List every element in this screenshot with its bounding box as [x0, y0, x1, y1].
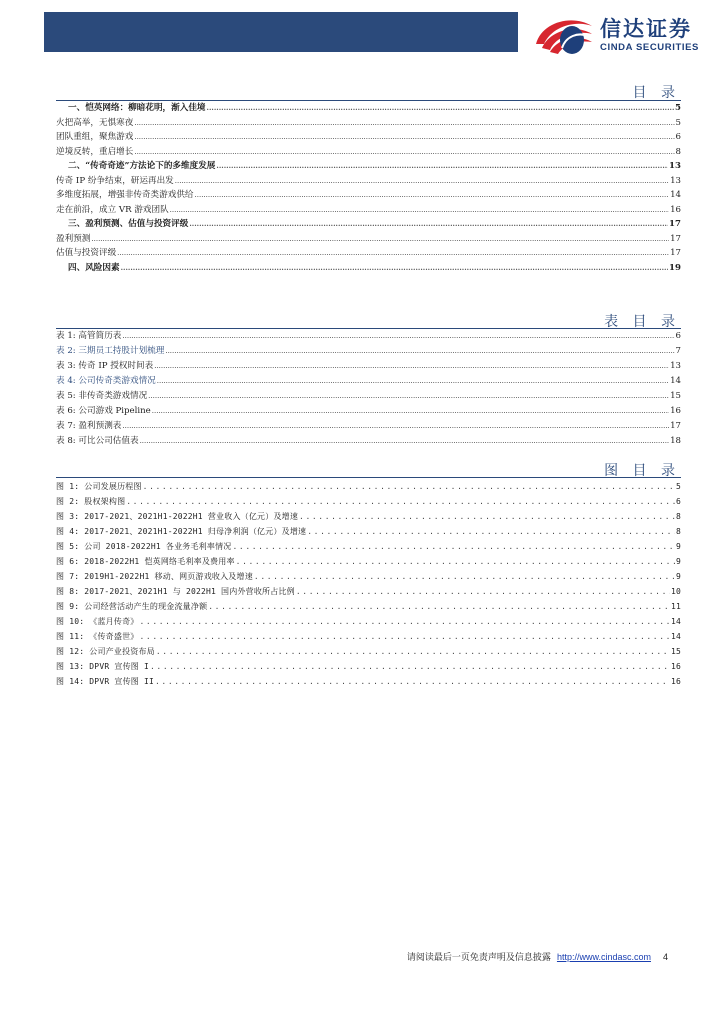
dot-leader	[232, 539, 674, 554]
table-entry-label: 表 5: 非传奇类游戏情况	[56, 391, 148, 401]
toc-entry[interactable]	[56, 217, 681, 232]
cinda-logo	[600, 18, 699, 53]
figure-list-rule	[56, 477, 681, 478]
table-entry-page: 16	[670, 406, 681, 416]
page-number: 4	[662, 951, 668, 962]
table-entry-label: 表 3: 传奇 IP 授权时间表	[56, 361, 154, 371]
toc-entry[interactable]	[56, 116, 681, 131]
toc-entry[interactable]	[56, 232, 681, 247]
dot-leader	[155, 674, 670, 689]
dot-leader	[117, 246, 669, 261]
toc-entry[interactable]	[56, 130, 681, 145]
figure-entry-page: 5	[675, 482, 681, 491]
toc-entry[interactable]	[56, 101, 681, 116]
dot-leader	[175, 174, 669, 189]
toc-entry-label: 火把高举，无惧寒夜	[56, 117, 134, 128]
table-entry-page: 17	[670, 421, 681, 431]
toc-entry-page: 16	[670, 204, 681, 215]
toc-entry[interactable]	[56, 203, 681, 218]
dot-leader	[296, 584, 670, 599]
figure-entry[interactable]	[56, 584, 681, 599]
table-entry-label: 表 1: 高管简历表	[56, 331, 122, 341]
dot-leader	[134, 130, 674, 145]
figure-entry-label: 图 2: 股权架构图	[56, 497, 126, 506]
dot-leader	[126, 494, 675, 509]
table-entry[interactable]	[56, 434, 681, 449]
dot-leader	[299, 509, 675, 524]
figure-entry[interactable]	[56, 629, 681, 644]
dot-leader	[307, 524, 675, 539]
dot-leader	[254, 569, 675, 584]
figure-entry[interactable]	[56, 494, 681, 509]
dot-leader	[139, 614, 669, 629]
dot-leader	[216, 159, 668, 174]
toc-entry[interactable]	[56, 159, 681, 174]
toc-entry-page: 17	[670, 248, 681, 258]
figure-list	[56, 479, 681, 689]
dot-leader	[170, 203, 669, 218]
footer	[407, 950, 668, 963]
table-entry-label: 表 4: 公司传奇类游戏情况	[56, 376, 156, 386]
figure-entry-page: 9	[675, 557, 681, 566]
toc-entry-page: 14	[670, 190, 681, 200]
toc-entry-page: 5	[675, 103, 681, 113]
dot-leader	[157, 374, 669, 389]
table-entry[interactable]	[56, 419, 681, 434]
toc-entry[interactable]	[56, 246, 681, 261]
figure-entry-label: 图 1: 公司发展历程图	[56, 482, 142, 491]
toc-title: 目 录	[632, 85, 680, 101]
toc-list	[56, 101, 681, 275]
table-entry-label: 表 7: 盈利预测表	[56, 421, 122, 431]
dot-leader	[189, 217, 668, 232]
dot-leader	[134, 116, 674, 131]
figure-entry-page: 8	[675, 512, 681, 521]
toc-entry[interactable]	[56, 174, 681, 189]
toc-entry-label: 估值与投资评级	[56, 248, 117, 258]
figure-entry[interactable]	[56, 599, 681, 614]
logo-en-text: CINDA SECURITIES	[600, 42, 699, 53]
header-bar	[44, 12, 518, 52]
table-entry[interactable]	[56, 374, 681, 389]
figure-entry-page: 9	[675, 572, 681, 581]
toc-entry-page: 17	[670, 233, 681, 244]
dot-leader	[122, 329, 674, 344]
figure-entry[interactable]	[56, 644, 681, 659]
table-entry[interactable]	[56, 359, 681, 374]
figure-entry-label: 图 13: DPVR 宣传图 I	[56, 662, 149, 671]
footer-disclaimer: 请阅读最后一页免责声明及信息披露	[406, 953, 551, 963]
figure-entry-page: 6	[675, 497, 681, 506]
toc-entry-label: 多维度拓展，增强非传奇类游戏供给	[56, 190, 194, 200]
dot-leader	[156, 644, 670, 659]
table-list	[56, 329, 681, 449]
figure-entry[interactable]	[56, 674, 681, 689]
figure-entry-label: 图 3: 2017-2021、2021H1-2022H1 营业收入（亿元）及增速	[56, 512, 299, 521]
dot-leader	[154, 359, 669, 374]
toc-entry-page: 17	[669, 219, 681, 229]
dot-leader	[122, 419, 669, 434]
figure-entry[interactable]	[56, 539, 681, 554]
toc-entry-label: 走在前沿，成立 VR 游戏团队	[56, 204, 169, 215]
toc-entry-page: 13	[669, 161, 681, 171]
dot-leader	[165, 344, 674, 359]
figure-entry-label: 图 7: 2019H1-2022H1 移动、网页游戏收入及增速	[56, 572, 253, 581]
toc-entry[interactable]	[56, 188, 681, 203]
dot-leader	[195, 188, 670, 203]
figure-list-title: 图 目 录	[604, 463, 680, 479]
figure-entry[interactable]	[56, 659, 681, 674]
table-entry-label: 表 2: 三期员工持股计划梳理	[56, 346, 165, 356]
dot-leader	[91, 232, 669, 247]
table-entry[interactable]	[56, 389, 681, 404]
figure-entry-page: 16	[670, 677, 681, 686]
table-entry[interactable]	[56, 344, 681, 359]
table-entry-page: 18	[670, 436, 681, 446]
toc-entry-label: 团队重组，聚焦游戏	[56, 132, 134, 142]
toc-entry-label: 传奇 IP 纷争结束，研运再出发	[56, 175, 174, 186]
figure-entry-label: 图 14: DPVR 宣传图 II	[56, 677, 155, 686]
toc-entry-label: 一、恺英网络：柳暗花明，渐入佳境	[68, 103, 206, 113]
table-entry-page: 15	[670, 391, 681, 401]
toc-entry-label: 盈利预测	[56, 233, 91, 244]
toc-entry-page: 13	[670, 175, 681, 186]
dot-leader	[150, 659, 670, 674]
dot-leader	[152, 404, 669, 419]
figure-entry-page: 10	[670, 587, 681, 596]
logo-cn-text: 信达证券	[600, 17, 692, 41]
figure-entry-page: 14	[670, 632, 681, 641]
figure-entry-page: 8	[675, 527, 681, 536]
figure-entry[interactable]	[56, 569, 681, 584]
table-entry[interactable]	[56, 404, 681, 419]
figure-entry-page: 11	[670, 602, 681, 611]
figure-entry[interactable]	[56, 479, 681, 494]
toc-entry-page: 5	[675, 117, 681, 128]
figure-entry-label: 图 10: 《蓝月传奇》	[56, 617, 139, 626]
table-entry-page: 6	[675, 331, 681, 341]
table-entry-page: 14	[670, 376, 681, 386]
toc-entry-label: 二、“传奇奇迹”方法论下的多维度发展	[68, 161, 216, 171]
table-entry[interactable]	[56, 329, 681, 344]
figure-entry-page: 15	[670, 647, 681, 656]
dot-leader	[236, 554, 675, 569]
table-entry-page: 13	[670, 361, 681, 371]
dot-leader	[139, 629, 669, 644]
dot-leader	[134, 145, 674, 160]
figure-entry-label: 图 12: 公司产业投资布局	[56, 647, 155, 656]
dot-leader	[140, 434, 669, 449]
toc-entry-page: 6	[675, 132, 681, 142]
figure-entry-label: 图 4: 2017-2021、2021H1-2022H1 归母净利润（亿元）及增速	[56, 527, 307, 536]
figure-entry-page: 16	[670, 662, 681, 671]
dot-leader	[208, 599, 670, 614]
dot-leader	[207, 101, 675, 116]
toc-entry-label: 三、盈利预测、估值与投资评级	[68, 219, 189, 229]
figure-entry-page: 14	[670, 617, 681, 626]
dot-leader	[148, 389, 669, 404]
dot-leader	[121, 261, 668, 276]
figure-entry-label: 图 11: 《传奇盛世》	[56, 632, 139, 641]
toc-entry-label: 四、风险因素	[68, 262, 120, 273]
dot-leader	[143, 479, 675, 494]
toc-entry-page: 19	[669, 262, 681, 273]
figure-entry-label: 图 9: 公司经营活动产生的现金流量净额	[56, 602, 208, 611]
figure-entry-label: 图 6: 2018-2022H1 恺英网络毛利率及费用率	[56, 557, 235, 566]
figure-entry-label: 图 5: 公司 2018-2022H1 各业务毛利率情况	[56, 542, 232, 551]
figure-entry[interactable]	[56, 509, 681, 524]
table-entry-label: 表 6: 公司游戏 Pipeline	[56, 406, 151, 416]
figure-entry-page: 9	[675, 542, 681, 551]
table-entry-label: 表 8: 可比公司估值表	[56, 436, 139, 446]
figure-entry[interactable]	[56, 524, 681, 539]
figure-entry-label: 图 8: 2017-2021、2021H1 与 2022H1 国内外营收所占比例	[56, 587, 295, 596]
toc-entry-label: 逆境反转，重启增长	[56, 146, 134, 157]
toc-entry[interactable]	[56, 261, 681, 276]
toc-entry-page: 8	[675, 146, 681, 157]
figure-entry[interactable]	[56, 614, 681, 629]
table-entry-page: 7	[675, 346, 681, 356]
toc-entry[interactable]	[56, 145, 681, 160]
figure-entry[interactable]	[56, 554, 681, 569]
footer-url-link[interactable]: http://www.cindasc.com	[556, 951, 651, 962]
table-list-title: 表 目 录	[604, 314, 680, 330]
